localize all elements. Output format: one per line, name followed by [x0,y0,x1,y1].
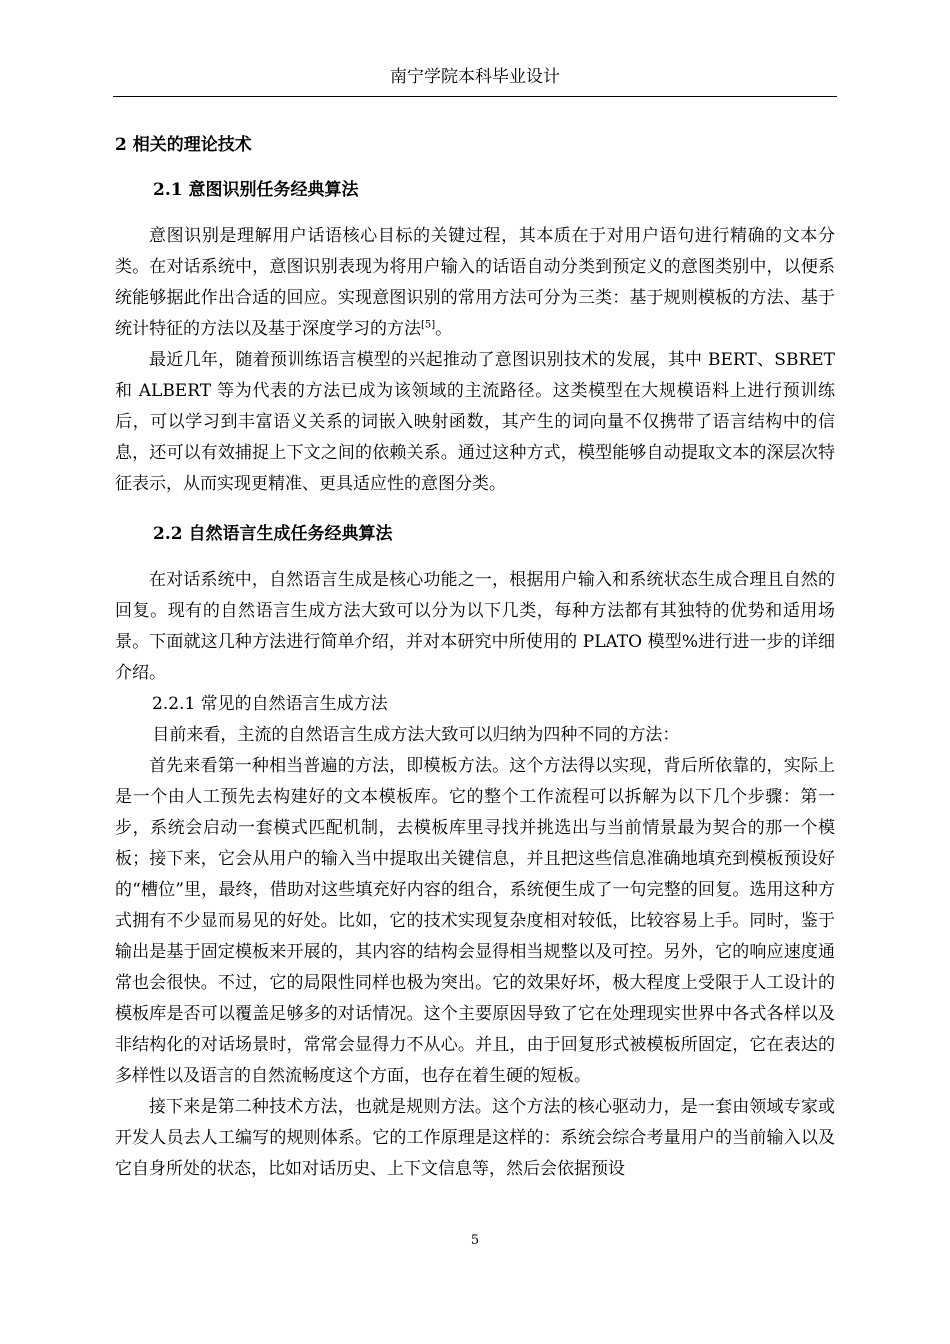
paragraph: 首先来看第一种相当普遍的方法，即模板方法。这个方法得以实现，背后所依靠的，实际上是一个由人工预先去构建好的文本模板库。它的整个工作流程可以拆解为以下几个步骤：第一步，系统会启动一套模式匹配机制，去模板库里寻找并挑选出与当前情景最为契合的那一个模板；接下来，它会从用户的输入当中提取出关键信息，并且把这些信息准确地填充到模板预设好的“槽位”里，最终，借助对这些填充好内容的组合，系统便生成了一句完整的回复。选用这种方式拥有不少显而易见的好处。比如，它的技术实现复杂度相对较低，比较容易上手。同时，鉴于输出是基于固定模板来开展的，其内容的结构会显得相当规整以及可控。另外，它的响应速度通常也会很快。不过，它的局限性同样也极为突出。它的效果好坏，极大程度上受限于人工设计的模板库是否可以覆盖足够多的对话情况。这个主要原因导致了它在处理现实世界中各式各样以及非结构化的对话场景时，常常会显得力不从心。并且，由于回复形式被模板所固定，它在表达的多样性以及语言的自然流畅度这个方面，也存在着生硬的短板。 [115,756,835,1086]
paragraph: 最近几年，随着预训练语言模型的兴起推动了意图识别技术的发展，其中 BERT、SBRET 和 ALBERT 等为代表的方法已成为该领域的主流路径。这类模型在大规模语料上进行预训练后，可以学习到丰富语义关系的词嵌入映射函数，其产生的词向量不仅携带了语言结构中的信息，还可以有效捕捉上下文之间的依赖关系。通过这种方式，模型能够自动提取文本的深层次特征表示，从而实现更精准、更具适应性的意图分类。 [115,350,835,494]
running-header: 南宁学院本科毕业设计 [390,67,560,87]
paragraph: 接下来是第二种技术方法，也就是规则方法。这个方法的核心驱动力，是一套由领域专家或开发人员去人工编写的规则体系。它的工作原理是这样的：系统会综合考量用户的当前输入以及它自身所处的状态，比如对话历史、上下文信息等，然后会依据预设 [115,1097,835,1179]
subsubsection-heading-2-2-1: 2.2.1 常见的自然语言生成方法 [152,694,388,714]
subsection-heading-2-2: 2.2 自然语言生成任务经典算法 [153,524,393,544]
page-number: 5 [470,1233,480,1248]
paragraph: 目前来看，主流的自然语言生成方法大致可以归纳为四种不同的方法： [152,725,680,745]
subsubsection-2-2-1-body [115,720,835,1185]
section-heading: 2 相关的理论技术 [115,135,252,155]
subsection-2-2-body [115,565,835,689]
citation: [5] [421,319,436,331]
header-rule [113,96,837,97]
paragraph: 在对话系统中，自然语言生成是核心功能之一，根据用户输入和系统状态生成合理且自然的回复。现有的自然语言生成方法大致可以分为以下几类，每种方法都有其独特的优势和适用场景。下面就这几种方法进行简单介绍，并对本研究中所使用的 PLATO 模型%进行进一步的详细介绍。 [115,570,835,683]
paragraph: 意图识别是理解用户话语核心目标的关键过程，其本质在于对用户语句进行精确的文本分类。在对话系统中，意图识别表现为将用户输入的话语自动分类到预定义的意图类别中，以便系统能够据此作出合适的回应。实现意图识别的常用方法可分为三类：基于规则模板的方法、基于统计特征的方法以及基于深度学习的方法[5]。 [115,226,835,339]
subsection-2-1-body [115,221,835,500]
subsection-heading-2-1: 2.1 意图识别任务经典算法 [153,180,359,200]
